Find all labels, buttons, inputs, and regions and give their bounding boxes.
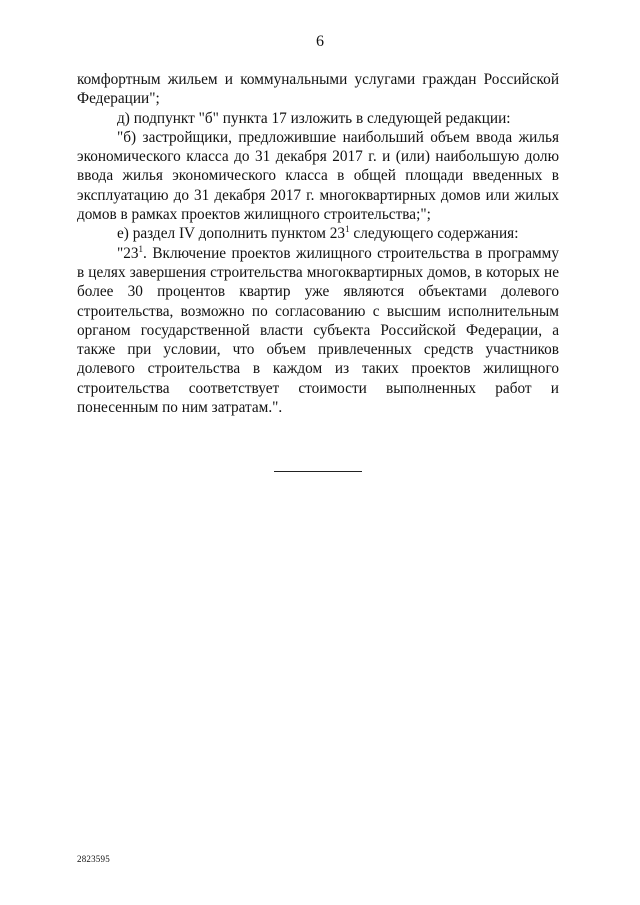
subitem-e-text: е) раздел IV дополнить пунктом 23: [117, 225, 346, 243]
document-body: [77, 70, 559, 417]
paragraph-quoted-b: "б) застройщики, предложившие наибольший объем ввода жилья экономического класса до 31 декабря 2017 г. и (или) наибольшую долю ввода жилья экономического класса в общей площади введенных в эксплуатацию до 31 декабря 2017 г. многоквартирных домов или жилых домов в рамках проектов жилищного строительства;";: [77, 128, 559, 224]
end-divider-line: [274, 471, 362, 472]
paragraph-subitem-e: [77, 224, 559, 243]
paragraph-subitem-d: д) подпункт "б" пункта 17 изложить в следующей редакции:: [117, 109, 511, 127]
page-number: 6: [316, 33, 324, 50]
point-23-number: "23: [117, 244, 139, 262]
subitem-e-text-end: следующего содержания:: [349, 225, 519, 243]
paragraph-continuation: комфортным жильем и коммунальными услугами граждан Российской Федерации";: [77, 71, 559, 108]
superscript-marker: 1: [345, 224, 350, 235]
paragraph-point-23-1: [77, 244, 559, 418]
document-code: 2823595: [77, 854, 110, 864]
point-23-text: . Включение проектов жилищного строительства в программу в целях завершения строительства многоквартирных домов, в которых не более 30 процентов квартир уже являются объектами долевого строительства, возможно по согласованию с высшим исполнительным органом государственной власти субъекта Российской Федерации, а также при условии, что объем привлеченных средств участников долевого строительства в каждом из таких проектов жилищного строительства соответствует стоимости выполненных работ и понесенным по ним затратам.".: [77, 244, 559, 417]
superscript-marker: 1: [138, 243, 144, 254]
